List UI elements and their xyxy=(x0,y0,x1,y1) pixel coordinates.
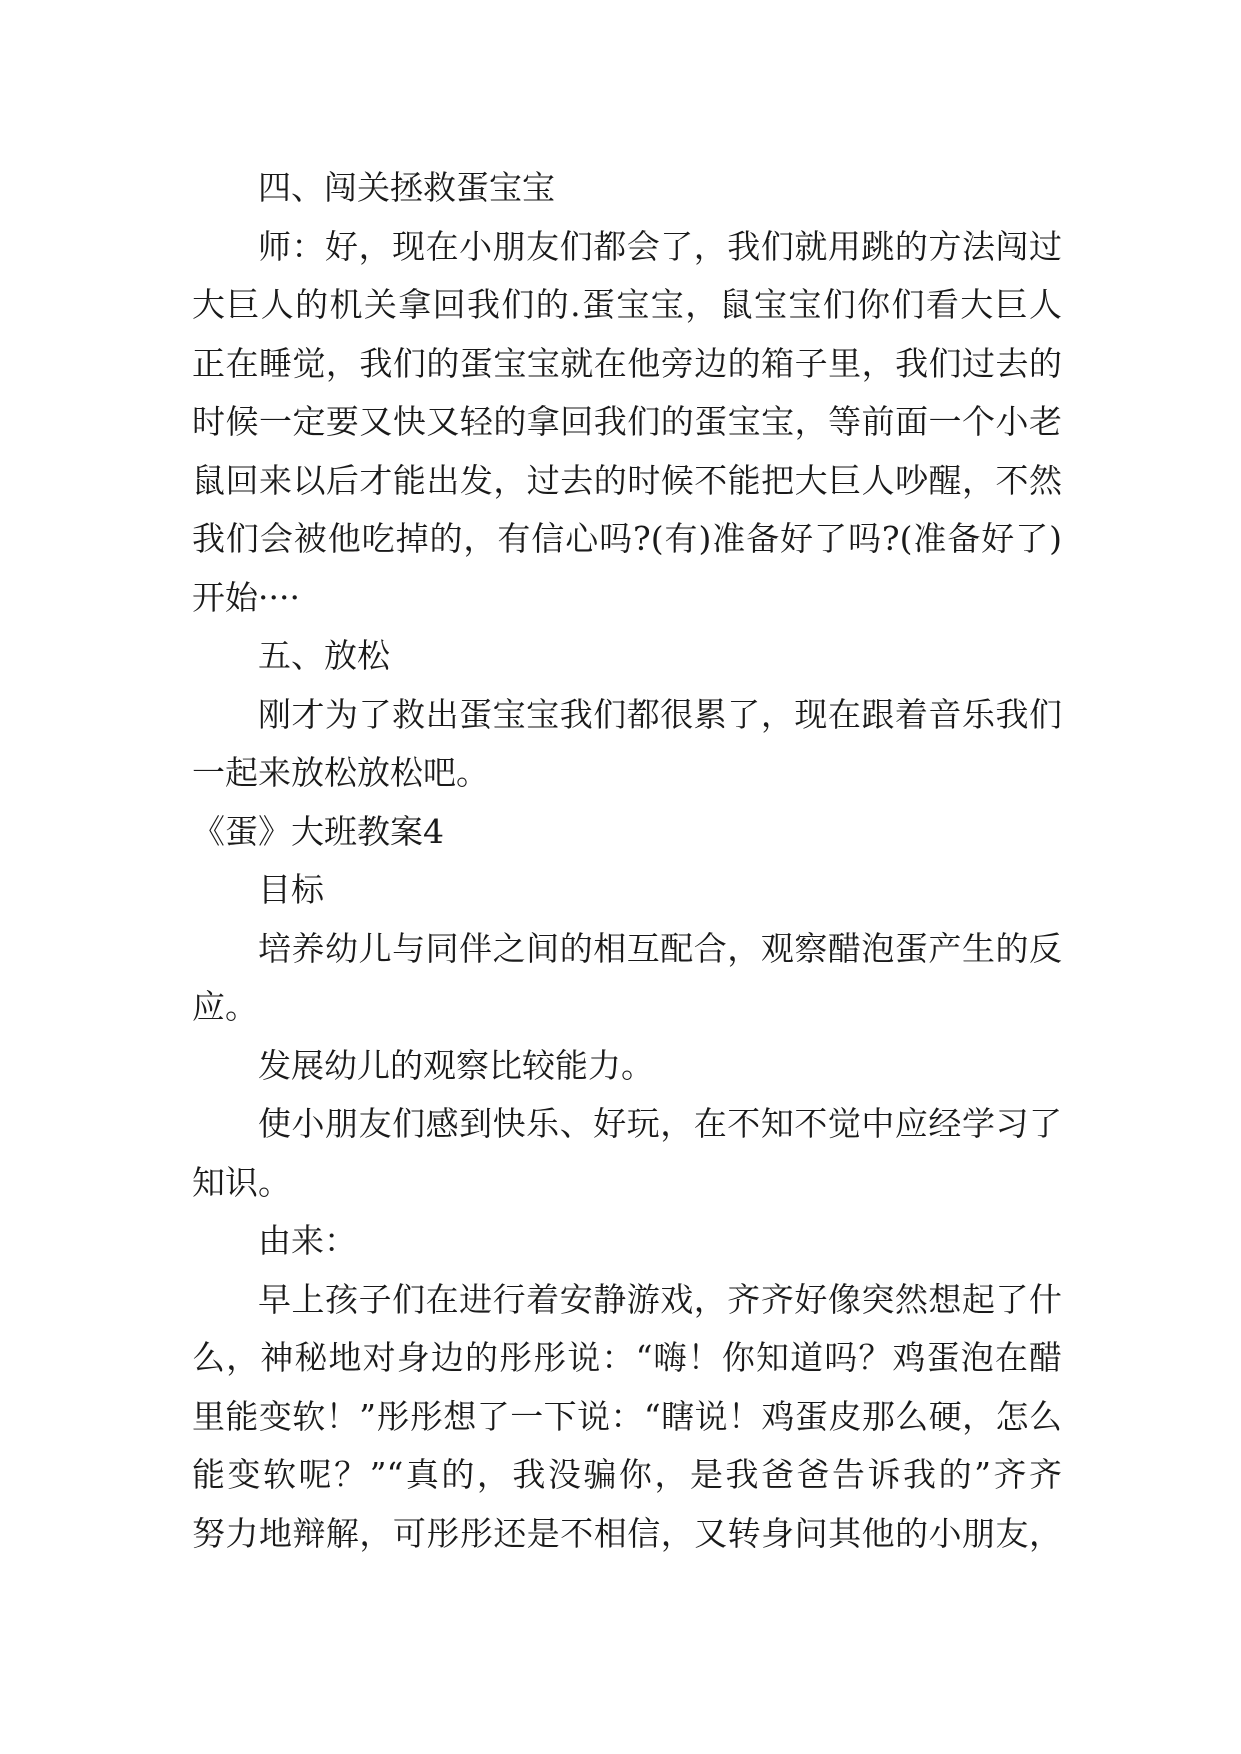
section-heading: 五、放松 xyxy=(258,636,390,675)
paragraph-line: 么，神秘地对身边的彤彤说：“嗨！你知道吗？鸡蛋泡在醋 xyxy=(192,1338,1062,1377)
paragraph-line: 我们会被他吃掉的，有信心吗?(有)准备好了吗?(准备好了) xyxy=(192,519,1062,558)
paragraph-line: 里能变软！”彤彤想了一下说：“瞎说！鸡蛋皮那么硬，怎么 xyxy=(192,1396,1062,1436)
paragraph-line: 大巨人的机关拿回我们的.蛋宝宝，鼠宝宝们你们看大巨人 xyxy=(192,285,1062,324)
paragraph-line: 正在睡觉，我们的蛋宝宝就在他旁边的箱子里，我们过去的 xyxy=(192,343,1062,383)
paragraph-line: 鼠回来以后才能出发，过去的时候不能把大巨人吵醒，不然 xyxy=(192,460,1062,500)
section-heading: 由来： xyxy=(258,1221,357,1260)
paragraph-line: 一起来放松放松吧。 xyxy=(192,753,489,792)
document-body xyxy=(192,159,1062,1563)
section-heading: 四、闯关拯救蛋宝宝 xyxy=(258,168,555,207)
paragraph-line: 刚才为了救出蛋宝宝我们都很累了，现在跟着音乐我们 xyxy=(258,694,1062,734)
paragraph-line: 知识。 xyxy=(192,1162,291,1202)
paragraph-line: 培养幼儿与同伴之间的相互配合，观察醋泡蛋产生的反 xyxy=(258,928,1062,968)
paragraph-line: 应。 xyxy=(192,987,258,1026)
paragraph-line: 早上孩子们在进行着安静游戏，齐齐好像突然想起了什 xyxy=(258,1279,1062,1319)
paragraph-line: 努力地辩解，可彤彤还是不相信，又转身问其他的小朋友， xyxy=(192,1513,1062,1553)
paragraph-line: 使小朋友们感到快乐、好玩，在不知不觉中应经学习了 xyxy=(258,1104,1062,1143)
section-heading: 目标 xyxy=(258,870,324,909)
lesson-title: 《蛋》大班教案4 xyxy=(192,811,444,851)
paragraph-line: 发展幼儿的观察比较能力。 xyxy=(258,1045,654,1085)
paragraph-line: 时候一定要又快又轻的拿回我们的蛋宝宝，等前面一个小老 xyxy=(192,402,1062,441)
paragraph-line: 师：好，现在小朋友们都会了，我们就用跳的方法闯过 xyxy=(258,226,1062,266)
paragraph-line: 能变软呢？”“真的，我没骗你，是我爸爸告诉我的”齐齐 xyxy=(192,1455,1062,1494)
paragraph-line: 开始···· xyxy=(192,577,300,617)
